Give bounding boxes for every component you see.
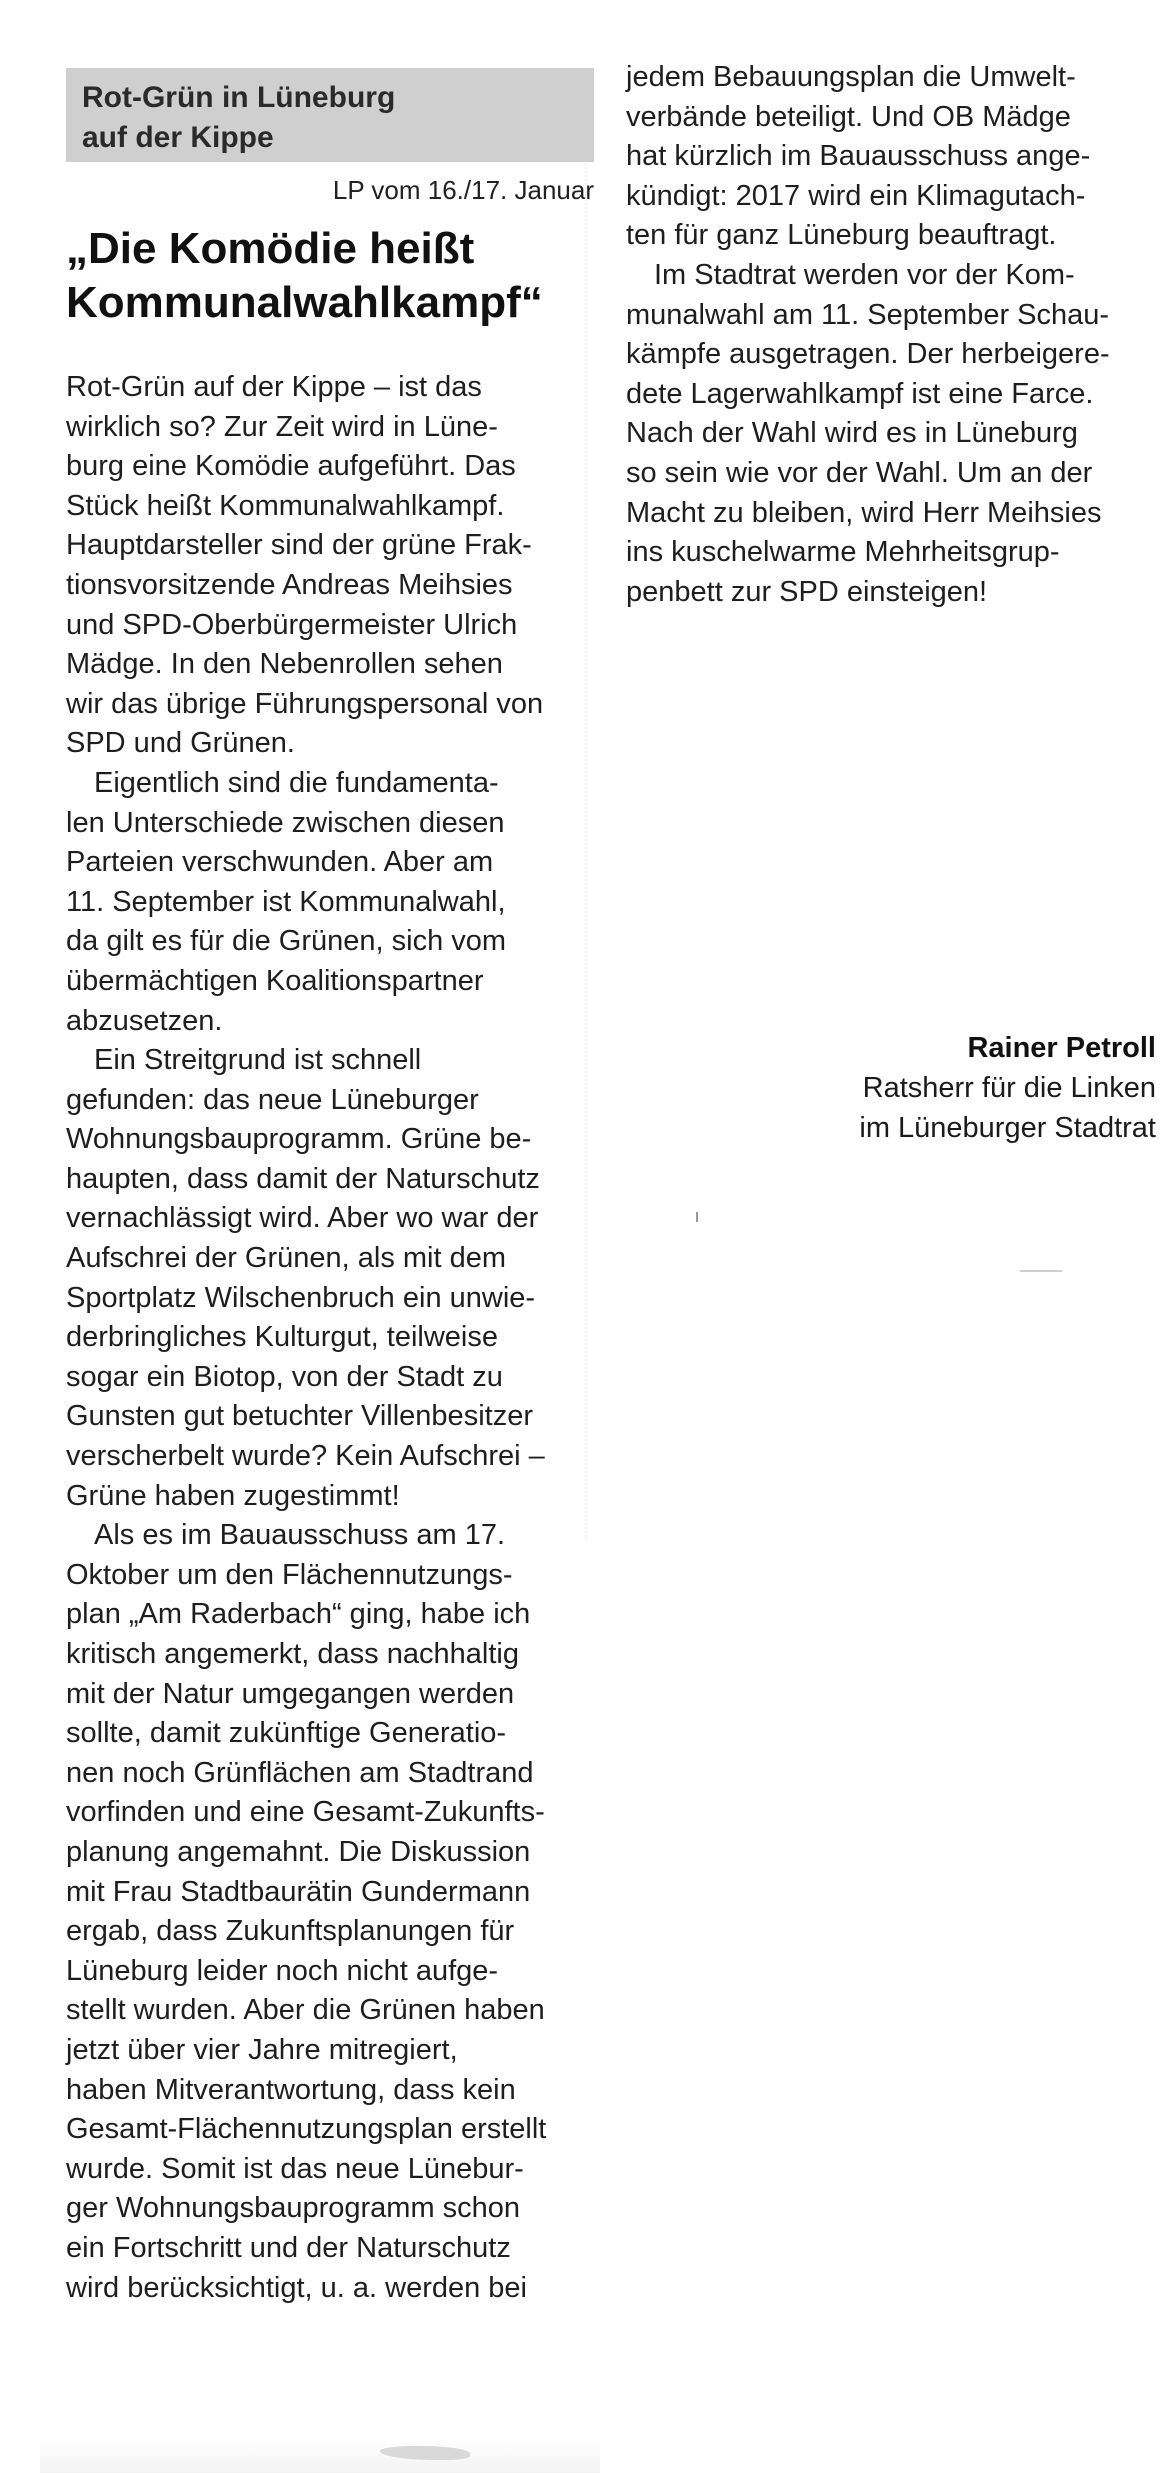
- headline: [66, 222, 606, 330]
- left-column-line: kritisch angemerkt, dass nachhaltig: [66, 1638, 519, 1670]
- author-role-line-2: im Lüneburger Stadtrat: [859, 1112, 1156, 1144]
- left-column-line: Oktober um den Flächennutzungs-: [66, 1558, 513, 1591]
- left-column-line: Ein Streitgrund ist schnell: [94, 1044, 422, 1077]
- right-column-line: jedem Bebauungsplan die Umwelt-: [626, 61, 1076, 93]
- left-column-line: jetzt über vier Jahre mitregiert,: [66, 2033, 458, 2066]
- left-column-line: haupten, dass damit der Naturschutz: [66, 1162, 540, 1195]
- left-column-line: mit der Natur umgegangen werden: [66, 1677, 515, 1710]
- left-column-line: planung angemahnt. Die Diskussion: [66, 1835, 531, 1868]
- left-column-line: Stück heißt Kommunalwahlkampf.: [66, 489, 505, 522]
- right-column-line: kündigt: 2017 wird ein Klimagutach-: [626, 179, 1086, 212]
- left-column-line: Hauptdarsteller sind der grüne Frak-: [66, 529, 532, 562]
- left-column-line: plan „Am Raderbach“ ging, habe ich: [66, 1598, 531, 1631]
- left-column-line: 11. September ist Kommunalwahl,: [66, 885, 506, 918]
- right-column-line: so sein wie vor der Wahl. Um an der: [626, 456, 1093, 489]
- left-column-line: übermächtigen Koalitionspartner: [66, 964, 484, 997]
- right-column-line: hat kürzlich im Bauausschuss ange-: [626, 140, 1091, 173]
- scan-bottom-edge: [40, 2440, 600, 2473]
- right-column-line: ins kuschelwarme Mehrheitsgrup-: [626, 536, 1060, 569]
- left-column-line: wird berücksichtigt, u. a. werden bei: [66, 2271, 527, 2304]
- left-column-line: und SPD-Oberbürgermeister Ulrich: [66, 608, 518, 641]
- left-column-line: vorfinden und eine Gesamt-Zukunfts-: [66, 1796, 545, 1829]
- right-column-line: penbett zur SPD einsteigen!: [626, 575, 988, 608]
- right-column-line: munalwahl am 11. September Schau-: [626, 298, 1110, 331]
- left-column-line: Rot-Grün auf der Kippe – ist das: [66, 371, 482, 403]
- left-column-line: abzusetzen.: [66, 1004, 223, 1037]
- left-column-line: Lüneburg leider noch nicht aufge-: [66, 1954, 499, 1987]
- left-column-line: derbringliches Kulturgut, teilweise: [66, 1321, 498, 1354]
- left-column-line: len Unterschiede zwischen diesen: [66, 806, 505, 839]
- headline-line-2: Kommunalwahlkampf“: [66, 278, 543, 327]
- right-column-line: dete Lagerwahlkampf ist eine Farce.: [626, 377, 1094, 410]
- left-column-line: SPD und Grünen.: [66, 727, 295, 760]
- left-column-line: sogar ein Biotop, von der Stadt zu: [66, 1360, 503, 1393]
- right-column-line: verbände beteiligt. Und OB Mädge: [626, 100, 1071, 133]
- left-column-line: Wohnungsbauprogramm. Grüne be-: [66, 1123, 532, 1156]
- divider-rule: [1020, 1270, 1062, 1272]
- kicker-box: [66, 68, 594, 162]
- paper-speck: [696, 1212, 698, 1222]
- left-column-line: Grüne haben zugestimmt!: [66, 1479, 400, 1512]
- source-reference: LP vom 16./17. Januar: [332, 175, 594, 205]
- left-column-line: verscherbelt wurde? Kein Aufschrei –: [66, 1440, 545, 1473]
- left-column-line: Aufschrei der Grünen, als mit dem: [66, 1242, 507, 1275]
- left-text-column: [66, 368, 606, 2308]
- left-column-line: wir das übrige Führungspersonal von: [66, 687, 544, 720]
- author-role-line-1: Ratsherr für die Linken: [862, 1072, 1156, 1104]
- left-column-line: ger Wohnungsbauprogramm schon: [66, 2192, 521, 2225]
- left-column-line: burg eine Komödie aufgeführt. Das: [66, 450, 516, 483]
- left-column-line: Parteien verschwunden. Aber am: [66, 846, 494, 879]
- headline-line-1: „Die Komödie heißt: [66, 224, 475, 273]
- left-column-line: stellt wurden. Aber die Grünen haben: [66, 1994, 545, 2027]
- right-text-column: [626, 58, 1156, 612]
- right-column-line: Nach der Wahl wird es in Lüneburg: [626, 417, 1078, 450]
- left-column-line: wirklich so? Zur Zeit wird in Lüne-: [66, 410, 498, 443]
- kicker-line-1: Rot-Grün in Lüneburg: [82, 81, 396, 114]
- left-column-line: Als es im Bauausschuss am 17.: [94, 1519, 506, 1552]
- left-column-line: sollte, damit zukünftige Generatio-: [66, 1717, 507, 1750]
- left-column-line: Gesamt-Flächennutzungsplan erstellt: [66, 2113, 547, 2146]
- right-column-line: ten für ganz Lüneburg beauftragt.: [626, 219, 1057, 252]
- left-column-line: Eigentlich sind die fundamenta-: [94, 766, 499, 799]
- left-column-line: ergab, dass Zukunftsplanungen für: [66, 1915, 515, 1948]
- left-column-line: wurde. Somit ist das neue Lünebur-: [66, 2152, 524, 2185]
- right-column-line: Im Stadtrat werden vor der Kom-: [654, 258, 1075, 291]
- left-column-line: mit Frau Stadtbaurätin Gundermann: [66, 1875, 531, 1908]
- left-column-line: nen noch Grünflächen am Stadtrand: [66, 1756, 534, 1789]
- left-column-line: Sportplatz Wilschenbruch ein unwie-: [66, 1281, 536, 1314]
- left-column-line: vernachlässigt wird. Aber wo war der: [66, 1202, 539, 1235]
- right-column-line: Macht zu bleiben, wird Herr Meihsies: [626, 496, 1102, 529]
- left-column-line: Gunsten gut betuchter Villenbesitzer: [66, 1400, 533, 1433]
- left-column-line: gefunden: das neue Lüneburger: [66, 1083, 479, 1116]
- left-column-line: tionsvorsitzende Andreas Meihsies: [66, 568, 513, 601]
- author-name: Rainer Petroll: [967, 1032, 1156, 1064]
- left-column-line: ein Fortschritt und der Naturschutz: [66, 2231, 511, 2264]
- left-column-line: da gilt es für die Grünen, sich vom: [66, 925, 507, 958]
- right-column-line: kämpfe ausgetragen. Der herbeigere-: [626, 338, 1110, 371]
- kicker-line-2: auf der Kippe: [82, 121, 274, 154]
- left-column-line: haben Mitverantwortung, dass kein: [66, 2073, 516, 2106]
- left-column-line: Mädge. In den Nebenrollen sehen: [66, 648, 503, 681]
